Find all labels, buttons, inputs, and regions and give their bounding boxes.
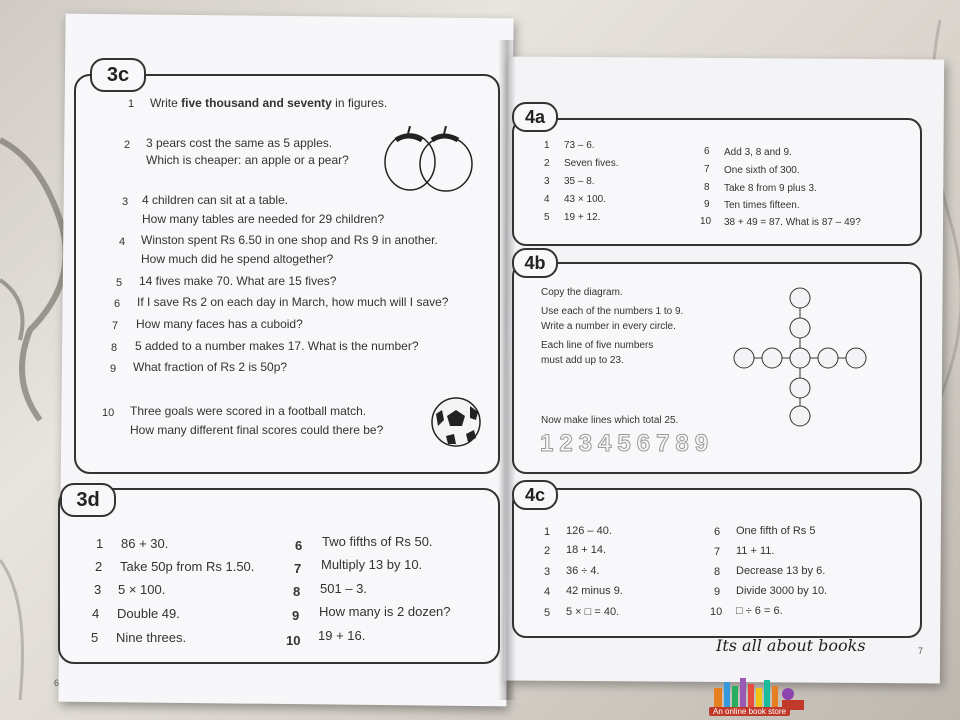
q4a-8-text: Take 8 from 9 plus 3. (724, 183, 817, 194)
q3d-4-num: 4 (92, 606, 100, 621)
q3c-10-num: 10 (102, 407, 115, 419)
q3c-5-num: 5 (116, 277, 123, 289)
q3c-8-text: 5 added to a number makes 17. What is the number? (135, 339, 419, 353)
q3d-7-text: Multiply 13 by 10. (321, 557, 423, 572)
q4a-10-text: 38 + 49 = 87. What is 87 – 49? (724, 217, 861, 228)
q4c-6-text: One fifth of Rs 5 (736, 525, 816, 537)
4b-line-1: Copy the diagram. (541, 287, 623, 298)
q4a-1-text: 73 – 6. (564, 140, 595, 151)
q3c-6-text: If I save Rs 2 on each day in March, how much will I save? (137, 295, 449, 309)
q3c-9-num: 9 (110, 363, 117, 375)
q3c-3-text2: How many tables are needed for 29 children? (142, 212, 385, 226)
q3c-7-num: 7 (112, 320, 119, 332)
q4c-9-text: Divide 3000 by 10. (736, 585, 828, 597)
q3d-3-num: 3 (94, 582, 102, 597)
4b-digit-strip: 123456789 (540, 430, 715, 457)
q4c-10-num: 10 (710, 606, 723, 618)
q3d-1-text: 86 + 30. (121, 536, 169, 551)
section-3d-label: 3d (60, 483, 116, 517)
cross-circle-diagram (728, 284, 878, 432)
q3d-8-num: 8 (293, 584, 301, 599)
q4c-9-num: 9 (714, 586, 721, 598)
q4c-7-text: 11 + 11. (736, 545, 775, 557)
q4c-7-num: 7 (714, 546, 721, 558)
q3d-10-num: 10 (286, 633, 301, 648)
4b-line-3: Write a number in every circle. (541, 321, 676, 332)
q3d-6-num: 6 (295, 538, 303, 553)
q3d-5-text: Nine threes. (116, 630, 187, 645)
q3c-2-text2: Which is cheaper: an apple or a pear? (146, 153, 349, 167)
q3d-6-text: Two fifths of Rs 50. (322, 534, 433, 549)
q4a-2-num: 2 (544, 158, 550, 169)
q4a-6-num: 6 (704, 146, 710, 157)
q4a-8-num: 8 (704, 182, 710, 193)
section-3c-label: 3c (90, 58, 146, 92)
q3c-2-num: 2 (124, 139, 131, 151)
q4a-7-num: 7 (704, 164, 710, 175)
q3d-7-num: 7 (294, 561, 302, 576)
q4c-2-text: 18 + 14. (566, 544, 607, 556)
4b-line-4: Each line of five numbers (541, 340, 654, 351)
section-4a-label: 4a (512, 102, 558, 132)
q3c-8-num: 8 (111, 342, 118, 354)
q4a-5-text: 19 + 12. (564, 212, 601, 223)
q4c-1-num: 1 (544, 526, 551, 538)
q3d-2-num: 2 (95, 559, 103, 574)
right-page-number: 7 (918, 646, 924, 656)
4b-line-6: Now make lines which total 25. (541, 415, 679, 426)
q3c-2-text: 3 pears cost the same as 5 apples. (146, 136, 333, 150)
q4c-8-num: 8 (714, 566, 721, 578)
q3d-2-text: Take 50p from Rs 1.50. (120, 559, 255, 574)
q3d-5-num: 5 (91, 630, 99, 645)
section-4b-label: 4b (512, 248, 558, 278)
q3c-1-num: 1 (128, 98, 135, 110)
q4a-5-num: 5 (544, 212, 550, 223)
section-4c-label: 4c (512, 480, 558, 510)
q3d-10-text: 19 + 16. (318, 628, 366, 643)
q3c-6-num: 6 (114, 298, 121, 310)
q3d-4-text: Double 49. (117, 606, 180, 621)
q4a-4-num: 4 (544, 194, 550, 205)
q3c-5-text: 14 fives make 70. What are 15 fives? (139, 274, 337, 288)
q4c-3-num: 3 (544, 566, 551, 578)
q4c-4-num: 4 (544, 586, 551, 598)
q4c-4-text: 42 minus 9. (566, 585, 623, 597)
left-page-number: 6 (54, 678, 60, 688)
q4c-2-num: 2 (544, 545, 551, 557)
q3d-3-text: 5 × 100. (118, 582, 166, 597)
q3c-3-text: 4 children can sit at a table. (142, 193, 289, 207)
pear-apple-illustration (382, 126, 478, 194)
q3c-4-text: Winston spent Rs 6.50 in one shop and Rs 9 in another. (141, 233, 438, 247)
q3d-8-text: 501 – 3. (320, 581, 367, 596)
q3c-7-text: How many faces has a cuboid? (136, 317, 303, 331)
q4a-7-text: One sixth of 300. (724, 165, 800, 176)
q3c-9-text: What fraction of Rs 2 is 50p? (133, 360, 288, 374)
q4a-9-text: Ten times fifteen. (724, 200, 800, 211)
q4c-6-num: 6 (714, 526, 721, 538)
q4c-8-text: Decrease 13 by 6. (736, 565, 826, 577)
4b-line-2: Use each of the numbers 1 to 9. (541, 306, 684, 317)
football-illustration (430, 394, 482, 450)
q4c-5-text: 5 × □ = 40. (566, 606, 620, 618)
q3d-9-num: 9 (292, 608, 300, 623)
q4c-3-text: 36 ÷ 4. (566, 565, 600, 577)
q4a-3-text: 35 – 8. (564, 176, 595, 187)
q4a-6-text: Add 3, 8 and 9. (724, 147, 792, 158)
q3c-3-num: 3 (122, 196, 129, 208)
q3c-10-text: Three goals were scored in a football match. (130, 404, 367, 418)
4b-line-5: must add up to 23. (541, 355, 624, 366)
q4a-1-num: 1 (544, 140, 550, 151)
q3c-4-num: 4 (119, 236, 126, 248)
bookstore-logo-caption: An online book store (709, 707, 790, 716)
watermark-text: Its all about books (716, 636, 866, 655)
q4c-5-num: 5 (544, 607, 551, 619)
q4a-10-num: 10 (700, 216, 712, 227)
q3d-1-num: 1 (96, 536, 104, 551)
q3c-1-text: Write five thousand and seventy in figures. (150, 96, 388, 110)
q3c-10-text2: How many different final scores could there be? (130, 423, 384, 437)
q4c-1-text: 126 – 40. (566, 525, 612, 537)
q4a-4-text: 43 × 100. (564, 194, 606, 205)
q4a-9-num: 9 (704, 199, 710, 210)
q3c-4-text2: How much did he spend altogether? (141, 252, 334, 266)
q3d-9-text: How many is 2 dozen? (319, 604, 451, 619)
q4a-2-text: Seven fives. (564, 158, 619, 169)
q4c-10-text: □ ÷ 6 = 6. (736, 605, 783, 617)
q4a-3-num: 3 (544, 176, 550, 187)
